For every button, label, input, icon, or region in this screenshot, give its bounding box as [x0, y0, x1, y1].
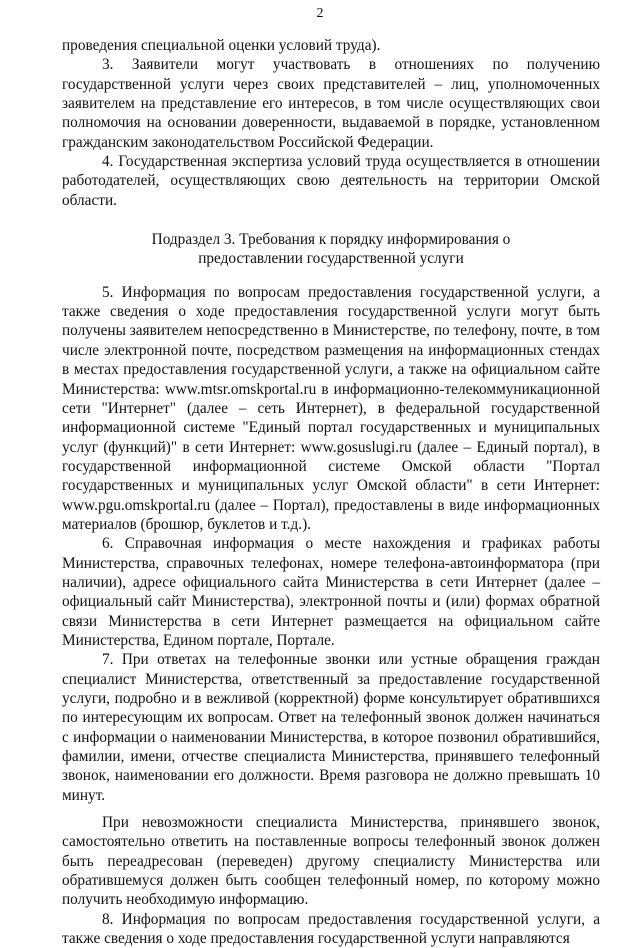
subsection-heading: [62, 230, 600, 269]
document-body: [62, 36, 600, 948]
paragraph: 6. Справочная информация о месте нахождения и графиках работы Министерства, справочных телефонах, номере телефона-автоинформатора (при наличии), адресе официального сайта Министерства в сети Интернет (далее – официальный сайт Министерства), электронной почты и (или) формах обратной связи Министерства в сети Интернет размещается на официальном сайте Министерства, Едином портале, Портале.: [62, 535, 600, 649]
paragraph: 3. Заявители могут участвовать в отношениях по получению государственной услуги через своих представителей – лиц, уполномоченных заявителем на представление его интересов, в том числе осуществляющих свои полномочия на основании доверенности, выдаваемой в порядке, установленном гражданским законодательством Российской Федерации.: [62, 56, 600, 151]
paragraph: 5. Информация по вопросам предоставления государственной услуги, а также сведения о ходе предоставления государственной услуги могут быть получены заявителем непосредственно в Министерстве, по телефону, почте, в том числе электронной почте, посредством размещения на информационных стендах в местах предоставления государственной услуги, а также на официальном сайте Министерства: www.mtsr.omskportal.ru в информационно-телекоммуникационной сети "Интернет" (далее – сеть Интернет), в федеральной государственной информационной системе "Единый портал государственных и муниципальных услуг (функций)" в сети Интернет: www.gosuslugi.ru (далее – Единый портал), в государственной информационной системе Омской области "Портал государственных и муниципальных услуг Омской области" в сети Интернет: www.pgu.omskportal.ru (далее – Портал), предоставлены в виде информационных материалов (брошюр, буклетов и т.д.).: [62, 283, 600, 533]
subsection-heading-line-1: Подраздел 3. Требования к порядку информирования о: [151, 231, 511, 249]
section-before-subheading: [62, 36, 600, 210]
paragraph: проведения специальной оценки условий труда).: [62, 37, 381, 54]
subsection-heading-line-2: предоставлении государственной услуги: [198, 250, 464, 268]
paragraph: При невозможности специалиста Министерства, принявшего звонок, самостоятельно ответить на поставленные вопросы телефонный звонок должен быть переадресован (переведен) другому специалисту Министерства или обратившемуся должен быть сообщен телефонный номер, по которому можно получить необходимую информацию.: [62, 814, 600, 909]
page-number: 2: [316, 6, 324, 21]
paragraph: 4. Государственная экспертиза условий труда осуществляется в отношении работодателей, осуществляющих свою деятельность на территории Омской области.: [62, 153, 600, 209]
paragraph: 7. При ответах на телефонные звонки или устные обращения граждан специалист Министерства, ответственный за предоставление государственной услуги, подробно и в вежливой (корректной) форме консультирует обратившихся по интересующим их вопросам. Ответ на телефонный звонок должен начинаться с информации о наименовании Министерства, в которое позвонил обратившийся, фамилии, имени, отчестве специалиста Министерства, принявшего телефонный звонок, наименовании его должности. Время разговора не должно превышать 10 минут.: [62, 651, 600, 804]
section-after-subheading: [62, 283, 600, 948]
paragraph: 8. Информация по вопросам предоставления государственной услуги, а также сведения о ходе предоставления государственной услуги направляются: [62, 910, 600, 948]
